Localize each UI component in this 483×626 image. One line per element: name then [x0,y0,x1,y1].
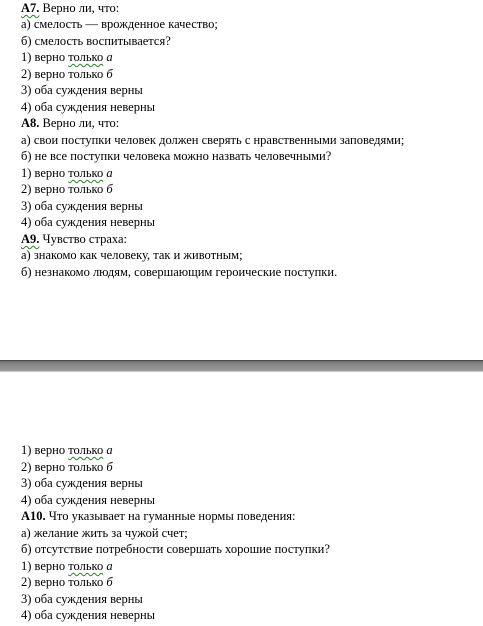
question-a8-answer-3: 3) оба суждения верны [21,199,143,213]
question-a9-number: А9. [21,232,40,246]
question-a9-statement-a: а) знакомо как человеку, так и животным; [21,248,243,262]
page-break-separator [0,360,483,372]
question-a9-statement-b: б) незнакомо людям, совершающим героические поступки. [21,265,338,279]
question-a9-answer-3: 3) оба суждения верны [21,476,143,490]
question-a10-number: А10. [21,509,46,523]
question-a7-title: Верно ли, что: [42,1,120,15]
question-a8-statement-a: а) свои поступки человек должен сверять с нравственными заповедями; [21,133,405,147]
answer-text: 2) верно только [21,67,107,81]
question-a10-answer-3: 3) оба суждения верны [21,592,143,606]
answer-word: только [68,443,104,457]
document-page-2 [0,372,483,626]
question-a8-number: А8. [21,116,40,130]
question-a10-answer-2 [21,574,113,591]
question-a10-header [21,508,296,525]
question-a8-header [21,115,119,132]
answer-letter: а [106,166,113,180]
answer-word: только [68,166,104,180]
answer-letter: б [106,67,113,81]
answer-letter: а [106,443,113,457]
answer-letter: а [106,50,113,64]
question-a10-answer-1 [21,558,113,575]
question-a7-statement-a: а) смелость — врожденное качество; [21,17,218,31]
question-a7-answer-4: 4) оба суждения неверны [21,100,156,114]
question-a9-answer-1 [21,442,113,459]
answer-text: 1) верно [21,443,69,457]
question-a9-answer-2 [21,459,113,476]
answer-letter: б [106,182,113,196]
answer-word: только [68,50,104,64]
question-a8-statement-b: б) не все поступки человека можно назвать человечными? [21,149,332,163]
question-a7-header [21,0,119,17]
question-a8-answer-1 [21,165,113,182]
question-a10-statement-b: б) отсутствие потребности совершать хорошие поступки? [21,542,330,556]
answer-letter: а [106,559,113,573]
question-a9-answer-4: 4) оба суждения неверны [21,493,156,507]
question-a7-answer-3: 3) оба суждения верны [21,83,143,97]
question-a8-answer-4: 4) оба суждения неверны [21,215,156,229]
question-a10-statement-a: а) желание жить за чужой счет; [21,526,188,540]
answer-text: 2) верно только [21,460,107,474]
answer-text: 1) верно [21,50,69,64]
answer-text: 1) верно [21,559,69,573]
question-a10-answer-4: 4) оба суждения неверны [21,608,156,622]
question-a8-title: Верно ли, что: [42,116,120,130]
question-a10-title: Что указывает на гуманные нормы поведения: [48,509,296,523]
answer-text: 1) верно [21,166,69,180]
answer-text: 2) верно только [21,182,107,196]
answer-word: только [68,559,104,573]
answer-text: 2) верно только [21,575,107,589]
answer-letter: б [106,460,113,474]
answer-letter: б [106,575,113,589]
question-a9-title: Чувство страха: [42,232,128,246]
question-a7-number: А7. [21,1,40,15]
question-a9-header [21,231,127,248]
question-a7-statement-b: б) смелость воспитывается? [21,34,171,48]
question-a7-answer-2 [21,66,113,83]
question-a8-answer-2 [21,181,113,198]
question-a7-answer-1 [21,49,113,66]
